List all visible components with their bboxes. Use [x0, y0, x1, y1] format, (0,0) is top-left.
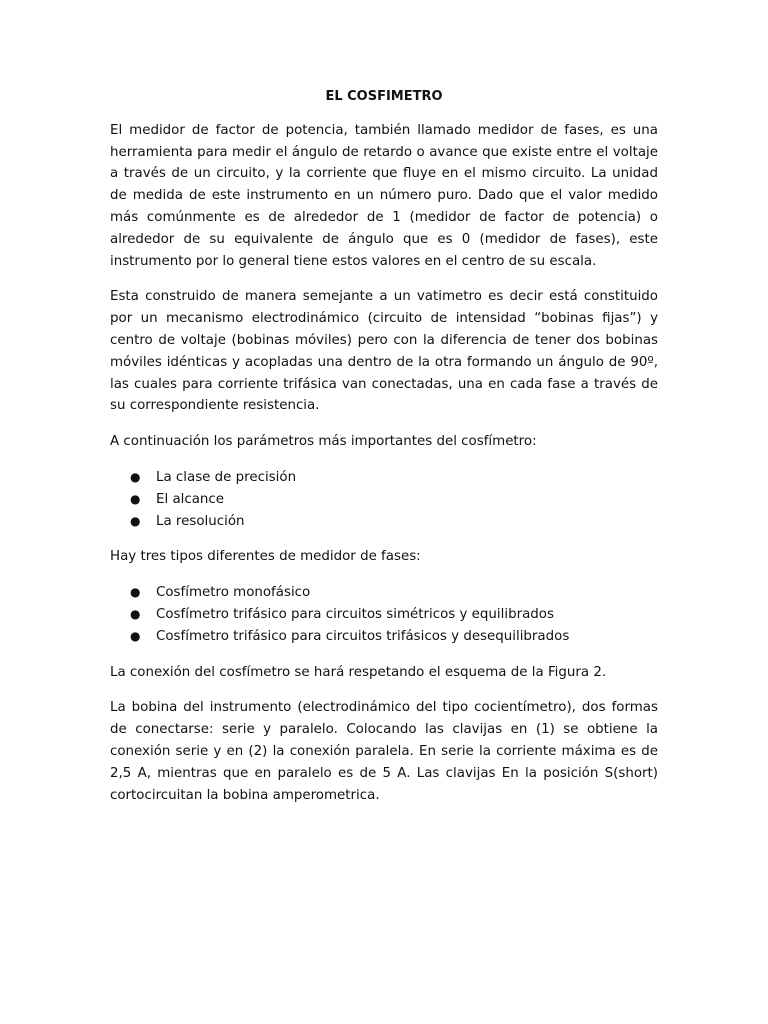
bullet-icon: ●: [130, 491, 141, 506]
types-list: [110, 582, 658, 647]
list-item: [110, 604, 658, 626]
paragraph-construction: Esta construido de manera semejante a un vatimetro es decir está constituido por un mecanismo electrodinámico (circuito de intensidad “bobinas fijas”) y centro de voltaje (bobinas móviles) pero con la diferencia de tener dos bobinas móviles idénticas y acopladas una dentro de la otra formando un ángulo de 90º, las cuales para corriente trifásica van conectadas, una en cada fase a través de su correspondiente resistencia.: [110, 289, 658, 414]
list-item-label: Cosfímetro trifásico para circuitos trifásicos y desequilibrados: [156, 628, 570, 644]
list-item-label: La resolución: [156, 513, 245, 529]
paragraph-connection: La conexión del cosfímetro se hará respetando el esquema de la Figura 2.: [110, 664, 607, 680]
list-item-label: El alcance: [156, 491, 225, 507]
paragraph-types-intro: Hay tres tipos diferentes de medidor de fases:: [110, 549, 421, 565]
list-item-label: Cosfímetro monofásico: [156, 585, 311, 601]
paragraph-definition: El medidor de factor de potencia, también llamado medidor de fases, es una herramienta para medir el ángulo de retardo o avance que existe entre el voltaje a través de un circuito, y la corriente que fluye en el mismo circuito. La unidad de medida de este instrumento en un número puro. Dado que el valor medido más comúnmente es de alrededor de 1 (medidor de factor de potencia) o alrededor de su equivalente de ángulo que es 0 (medidor de fases), este instrumento por lo general tiene estos valores en el centro de su escala.: [110, 122, 658, 269]
list-item-label: Cosfímetro trifásico para circuitos simétricos y equilibrados: [156, 606, 554, 622]
parameters-list: [110, 467, 658, 532]
bullet-icon: ●: [130, 469, 141, 484]
bullet-icon: ●: [130, 585, 141, 600]
list-item: [110, 467, 658, 489]
bullet-icon: ●: [130, 628, 141, 643]
bullet-icon: ●: [130, 513, 141, 528]
paragraph-coil: La bobina del instrumento (electrodinámico del tipo cocientímetro), dos formas de conectarse: serie y paralelo. Colocando las clavijas en (1) se obtiene la conexión serie y en (2) la conexión paralela. En serie la corriente máxima es de 2,5 A, mientras que en paralelo es de 5 A. Las clavijas En la posición S(short) cortocircuitan la bobina amperometrica.: [110, 700, 658, 803]
bullet-icon: ●: [130, 606, 141, 621]
document-title: EL COSFIMETRO: [325, 89, 443, 104]
list-item: [110, 489, 658, 511]
list-item: [110, 626, 658, 648]
document-page: [110, 86, 658, 820]
list-item: [110, 511, 658, 533]
list-item-label: La clase de precisión: [156, 469, 297, 485]
list-item: [110, 582, 658, 604]
paragraph-parameters-intro: A continuación los parámetros más importantes del cosfímetro:: [110, 434, 537, 450]
